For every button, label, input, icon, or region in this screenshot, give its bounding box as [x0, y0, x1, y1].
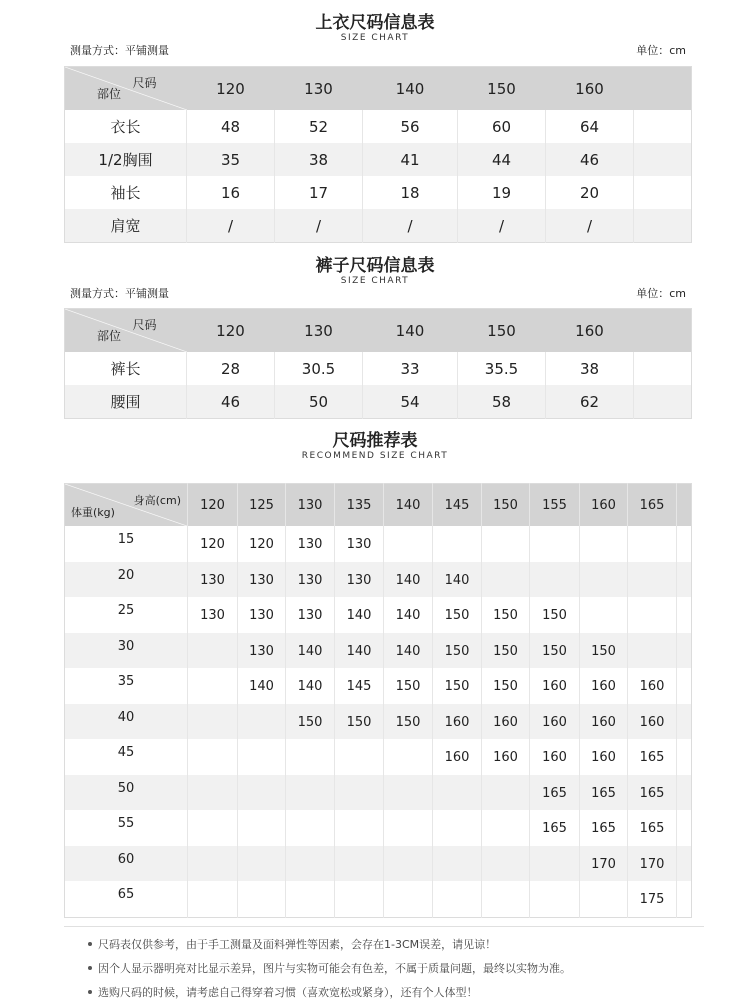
recommend-size-cell: 140 [433, 562, 482, 598]
recommend-size-cell: 160 [628, 704, 677, 740]
weight-cell: 40 [65, 704, 188, 740]
bullet-icon [88, 942, 92, 946]
weight-cell: 65 [65, 881, 188, 917]
recommend-size-cell: 170 [580, 846, 628, 882]
recommend-size-cell: 130 [286, 597, 335, 633]
recommend-size-cell [530, 846, 580, 882]
weight-cell: 35 [65, 668, 188, 704]
value-cell: 48 [187, 110, 275, 143]
note-item [64, 957, 704, 981]
height-header-cell: 125 [238, 484, 286, 527]
recommend-size-cell: 130 [335, 562, 384, 598]
value-cell: 56 [363, 110, 458, 143]
filler-cell [677, 704, 692, 740]
recommend-header-row [65, 484, 692, 527]
height-header-cell: 165 [628, 484, 677, 527]
filler-cell [677, 775, 692, 811]
filler-cell [677, 484, 692, 527]
top-size-table [64, 66, 692, 243]
top-corner-cell [65, 67, 187, 111]
value-cell: 46 [546, 143, 634, 176]
value-cell: 38 [546, 352, 634, 385]
height-header-cell: 140 [384, 484, 433, 527]
recommend-size-cell [188, 810, 238, 846]
value-cell: 44 [458, 143, 546, 176]
recommend-size-cell [188, 704, 238, 740]
recommend-size-cell [433, 526, 482, 562]
table-row [65, 143, 692, 176]
filler-cell [634, 110, 692, 143]
value-cell: / [546, 209, 634, 243]
recommend-size-cell [628, 633, 677, 669]
value-cell: 17 [275, 176, 363, 209]
value-cell: 54 [363, 385, 458, 419]
table-row [65, 352, 692, 385]
filler-cell [634, 143, 692, 176]
filler-cell [677, 881, 692, 917]
recommend-size-cell: 160 [433, 704, 482, 740]
recommend-size-cell [238, 846, 286, 882]
recommend-size-cell: 150 [482, 597, 530, 633]
table-row [65, 526, 692, 562]
recommend-size-cell: 130 [286, 526, 335, 562]
recommend-size-cell: 130 [188, 597, 238, 633]
filler-cell [634, 309, 692, 353]
recommend-size-cell: 140 [335, 633, 384, 669]
corner-bottom-label: 部位 [97, 87, 122, 101]
value-cell: 28 [187, 352, 275, 385]
recommend-size-cell: 165 [530, 810, 580, 846]
recommend-size-cell [433, 810, 482, 846]
size-header-cell: 130 [275, 309, 363, 353]
value-cell: 58 [458, 385, 546, 419]
value-cell: 20 [546, 176, 634, 209]
size-header-cell: 120 [187, 67, 275, 111]
filler-cell [634, 67, 692, 111]
weight-cell: 50 [65, 775, 188, 811]
note-item [64, 933, 704, 957]
recommend-size-cell [433, 775, 482, 811]
filler-cell [634, 352, 692, 385]
height-header-cell: 145 [433, 484, 482, 527]
size-header-cell: 160 [546, 67, 634, 111]
recommend-size-cell [335, 846, 384, 882]
recommend-size-cell [580, 881, 628, 917]
recommend-size-cell: 160 [580, 739, 628, 775]
recommend-size-cell [335, 739, 384, 775]
recommend-size-cell [286, 775, 335, 811]
height-header-cell: 155 [530, 484, 580, 527]
note-item [64, 981, 704, 1005]
recommend-size-cell [188, 775, 238, 811]
recommend-size-cell: 140 [384, 633, 433, 669]
value-cell: / [275, 209, 363, 243]
recommend-size-cell [384, 775, 433, 811]
table-row [65, 209, 692, 243]
recommend-size-cell: 160 [482, 704, 530, 740]
recommend-size-cell: 140 [286, 633, 335, 669]
height-header-cell: 160 [580, 484, 628, 527]
top-header-row [65, 67, 692, 111]
height-header-cell: 120 [188, 484, 238, 527]
pants-chart-unit: 单位：cm [636, 287, 686, 300]
weight-cell: 20 [65, 562, 188, 598]
bullet-icon [88, 966, 92, 970]
recommend-size-cell: 150 [335, 704, 384, 740]
recommend-size-cell: 160 [580, 704, 628, 740]
value-cell: / [363, 209, 458, 243]
recommend-size-cell: 130 [238, 633, 286, 669]
corner-top-label: 尺码 [132, 318, 157, 332]
diagonal-header [65, 67, 187, 110]
recommend-size-cell: 150 [530, 597, 580, 633]
recommend-size-cell [482, 775, 530, 811]
height-header-cell: 130 [286, 484, 335, 527]
recommend-size-cell [335, 810, 384, 846]
recommend-size-cell: 150 [482, 668, 530, 704]
table-row [65, 597, 692, 633]
table-row [65, 562, 692, 598]
value-cell: 52 [275, 110, 363, 143]
filler-cell [634, 385, 692, 419]
value-cell: 46 [187, 385, 275, 419]
recommend-size-cell: 150 [433, 633, 482, 669]
recommend-size-cell: 140 [384, 562, 433, 598]
size-header-cell: 130 [275, 67, 363, 111]
table-row [65, 881, 692, 917]
recommend-size-cell: 175 [628, 881, 677, 917]
recommend-size-cell: 140 [335, 597, 384, 633]
recommend-size-cell [433, 846, 482, 882]
recommend-size-cell [286, 810, 335, 846]
value-cell: 38 [275, 143, 363, 176]
recommend-size-cell: 165 [580, 775, 628, 811]
recommend-size-cell: 130 [238, 562, 286, 598]
height-header-cell: 135 [335, 484, 384, 527]
recommend-size-cell [628, 562, 677, 598]
recommend-chart-subtitle: RECOMMEND SIZE CHART [301, 451, 449, 461]
weight-cell: 45 [65, 739, 188, 775]
recommend-size-cell: 150 [286, 704, 335, 740]
recommend-size-cell [580, 526, 628, 562]
recommend-size-cell: 150 [433, 668, 482, 704]
value-cell: 60 [458, 110, 546, 143]
recommend-size-cell [384, 739, 433, 775]
diagonal-header [65, 484, 187, 526]
recommend-size-cell: 140 [238, 668, 286, 704]
weight-cell: 55 [65, 810, 188, 846]
recommend-size-cell [580, 597, 628, 633]
recommend-size-cell: 165 [580, 810, 628, 846]
recommend-size-cell: 160 [530, 704, 580, 740]
pants-chart-subtitle: SIZE CHART [340, 276, 410, 286]
filler-cell [677, 597, 692, 633]
top-chart-unit: 单位：cm [636, 44, 686, 57]
recommend-size-cell [238, 704, 286, 740]
recommend-size-cell [530, 562, 580, 598]
table-row [65, 846, 692, 882]
row-label-cell: 袖长 [65, 176, 187, 209]
pants-size-table [64, 308, 692, 419]
table-row [65, 739, 692, 775]
filler-cell [677, 633, 692, 669]
recommend-size-cell: 150 [384, 704, 433, 740]
recommend-size-cell: 130 [238, 597, 286, 633]
recommend-size-cell [188, 846, 238, 882]
recommend-size-cell [384, 846, 433, 882]
recommend-size-cell [482, 881, 530, 917]
recommend-size-cell [433, 881, 482, 917]
recommend-size-cell: 160 [530, 668, 580, 704]
recommend-size-cell [482, 562, 530, 598]
filler-cell [677, 668, 692, 704]
recommend-size-cell [286, 846, 335, 882]
table-row [65, 633, 692, 669]
recommend-size-cell: 165 [530, 775, 580, 811]
note-text: 尺码表仅供参考，由于手工测量及面料弹性等因素，会存在1-3CM误差，请见谅！ [98, 938, 497, 951]
recommend-size-cell [335, 775, 384, 811]
top-chart-subtitle: SIZE CHART [340, 33, 410, 43]
recommend-size-cell [384, 881, 433, 917]
weight-cell: 60 [65, 846, 188, 882]
corner-top-label: 身高(cm) [133, 494, 181, 507]
value-cell: 41 [363, 143, 458, 176]
value-cell: 30.5 [275, 352, 363, 385]
note-text: 选购尺码的时候，请考虑自己得穿着习惯（喜欢宽松或紧身），还有个人体型！ [98, 986, 478, 999]
row-label-cell: 肩宽 [65, 209, 187, 243]
recommend-size-cell [188, 739, 238, 775]
recommend-size-cell: 150 [384, 668, 433, 704]
recommend-size-cell [482, 846, 530, 882]
size-header-cell: 150 [458, 309, 546, 353]
size-header-cell: 140 [363, 309, 458, 353]
notes [64, 926, 704, 1005]
diagonal-header [65, 309, 187, 352]
recommend-size-cell: 120 [188, 526, 238, 562]
corner-bottom-label: 部位 [97, 329, 122, 343]
pants-header-row [65, 309, 692, 353]
recommend-size-cell: 160 [433, 739, 482, 775]
filler-cell [677, 526, 692, 562]
value-cell: 18 [363, 176, 458, 209]
recommend-size-cell [188, 633, 238, 669]
recommend-size-cell: 140 [384, 597, 433, 633]
corner-bottom-label: 体重(kg) [71, 506, 115, 519]
corner-top-label: 尺码 [132, 76, 157, 90]
recommend-size-cell: 160 [482, 739, 530, 775]
pants-chart-method: 测量方式：平铺测量 [70, 287, 169, 300]
recommend-size-cell [238, 881, 286, 917]
top-chart-method: 测量方式：平铺测量 [70, 44, 169, 57]
recommend-size-cell: 130 [335, 526, 384, 562]
recommend-size-cell: 170 [628, 846, 677, 882]
recommend-size-cell: 160 [530, 739, 580, 775]
recommend-size-cell: 145 [335, 668, 384, 704]
bullet-icon [88, 990, 92, 994]
recommend-size-cell: 150 [580, 633, 628, 669]
recommend-size-cell [628, 526, 677, 562]
value-cell: 35 [187, 143, 275, 176]
recommend-size-cell [286, 881, 335, 917]
recommend-size-cell: 165 [628, 739, 677, 775]
pants-chart-title: 裤子尺码信息表 [315, 256, 435, 276]
table-row [65, 110, 692, 143]
row-label-cell: 1/2胸围 [65, 143, 187, 176]
filler-cell [677, 810, 692, 846]
recommend-size-cell: 150 [433, 597, 482, 633]
value-cell: 16 [187, 176, 275, 209]
recommend-size-cell [530, 526, 580, 562]
recommend-size-cell [628, 597, 677, 633]
recommend-size-cell [286, 739, 335, 775]
recommend-size-cell [188, 881, 238, 917]
filler-cell [634, 176, 692, 209]
value-cell: 33 [363, 352, 458, 385]
weight-cell: 25 [65, 597, 188, 633]
table-row [65, 176, 692, 209]
value-cell: / [458, 209, 546, 243]
recommend-size-cell [482, 526, 530, 562]
filler-cell [677, 562, 692, 598]
note-text: 因个人显示器明亮对比显示差异，图片与实物可能会有色差，不属于质量问题，最终以实物为准。 [98, 962, 571, 975]
recommend-size-table [64, 483, 692, 918]
table-row [65, 385, 692, 419]
top-chart-title: 上衣尺码信息表 [315, 13, 435, 33]
recommend-size-cell: 130 [188, 562, 238, 598]
recommend-size-cell [238, 775, 286, 811]
recommend-size-cell [580, 562, 628, 598]
recommend-size-cell: 150 [482, 633, 530, 669]
recommend-size-cell [238, 739, 286, 775]
recommend-size-cell [530, 881, 580, 917]
height-header-cell: 150 [482, 484, 530, 527]
size-header-cell: 150 [458, 67, 546, 111]
weight-cell: 30 [65, 633, 188, 669]
value-cell: 50 [275, 385, 363, 419]
recommend-size-cell [335, 881, 384, 917]
recommend-size-cell: 120 [238, 526, 286, 562]
recommend-size-cell: 165 [628, 775, 677, 811]
filler-cell [677, 846, 692, 882]
table-row [65, 810, 692, 846]
recommend-size-cell: 130 [286, 562, 335, 598]
row-label-cell: 裤长 [65, 352, 187, 385]
size-header-cell: 120 [187, 309, 275, 353]
recommend-corner-cell [65, 484, 188, 527]
weight-cell: 15 [65, 526, 188, 562]
value-cell: 19 [458, 176, 546, 209]
recommend-size-cell [482, 810, 530, 846]
row-label-cell: 腰围 [65, 385, 187, 419]
recommend-size-cell: 165 [628, 810, 677, 846]
recommend-size-cell [238, 810, 286, 846]
value-cell: 35.5 [458, 352, 546, 385]
recommend-size-cell [384, 526, 433, 562]
recommend-size-cell: 150 [530, 633, 580, 669]
value-cell: 62 [546, 385, 634, 419]
value-cell: / [187, 209, 275, 243]
size-header-cell: 160 [546, 309, 634, 353]
recommend-size-cell [384, 810, 433, 846]
recommend-size-cell: 140 [286, 668, 335, 704]
filler-cell [634, 209, 692, 243]
recommend-size-cell: 160 [628, 668, 677, 704]
filler-cell [677, 739, 692, 775]
table-row [65, 775, 692, 811]
pants-corner-cell [65, 309, 187, 353]
recommend-size-cell: 160 [580, 668, 628, 704]
size-header-cell: 140 [363, 67, 458, 111]
recommend-chart-title: 尺码推荐表 [332, 431, 418, 451]
recommend-size-cell [188, 668, 238, 704]
value-cell: 64 [546, 110, 634, 143]
table-row [65, 668, 692, 704]
row-label-cell: 衣长 [65, 110, 187, 143]
table-row [65, 704, 692, 740]
